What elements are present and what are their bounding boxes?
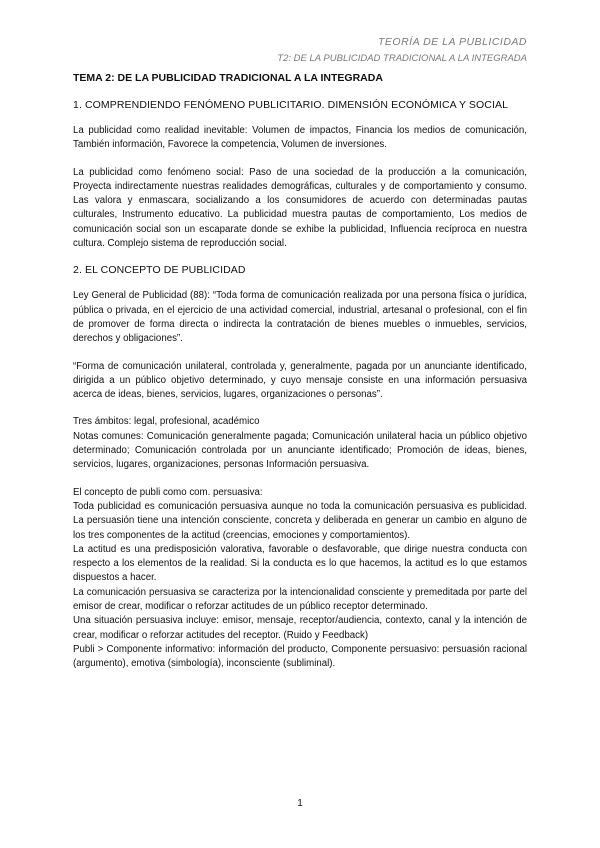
paragraph: Publi > Componente informativo: información del producto, Componente persuasivo: persuasión racional (argumento), emotiva (simbología), inconsciente (subliminal). (73, 643, 527, 670)
section-heading-1: 1. COMPRENDIENDO FENÓMENO PUBLICITARIO. DIMENSIÓN ECONÓMICA Y SOCIAL (73, 99, 509, 111)
running-header-title: TEORÍA DE LA PUBLICIDAD (377, 36, 527, 48)
page-number: 1 (297, 798, 303, 809)
running-header-subtitle: T2: DE LA PUBLICIDAD TRADICIONAL A LA INTEGRADA (277, 53, 527, 64)
paragraph: “Forma de comunicación unilateral, controlada y, generalmente, pagada por un anunciante identificado, dirigida a un público objetivo determinado, y cuyo mensaje consiste en una información persuasiva acerca de ideas, bienes, servicios, lugares, organizaciones o personas”. (73, 360, 527, 401)
paragraph-ambitos: Tres ámbitos: legal, profesional, académico (73, 416, 260, 428)
page-title: TEMA 2: DE LA PUBLICIDAD TRADICIONAL A LA INTEGRADA (73, 72, 383, 84)
paragraph: Ley General de Publicidad (88): “Toda forma de comunicación realizada por una persona física o jurídica, pública o privada, en el ejercicio de una actividad comercial, industrial, artesanal o profesional, con el fin de promover de forma directa o indirecta la contratación de bienes muebles o inmuebles, servicios, derechos y obligaciones”. (73, 290, 527, 345)
paragraph: La actitud es una predisposición valorativa, favorable o desfavorable, que dirige nuestra conducta con respecto a los elementos de la realidad. Si la conducta es lo que hacemos, la actitud es lo que estamos dispuestos a hacer. (73, 543, 527, 584)
paragraph: Toda publicidad es comunicación persuasiva aunque no toda la comunicación persuasiva es publicidad. La persuasión tiene una intención consciente, concreta y deliberada en generar un cambio en alguno de los tres componentes de la actitud (creencias, emociones y comportamientos). (73, 500, 527, 541)
paragraph-notas: Notas comunes: Comunicación generalmente pagada; Comunicación unilateral hacia un público objetivo determinado; Comunicación controlada por un anunciante identificado; Promoción de ideas, bienes, servicios, lugares, organizaciones, personas Información persuasiva. (73, 430, 527, 471)
paragraph: Una situación persuasiva incluye: emisor, mensaje, receptor/audiencia, contexto, canal y la intención de crear, modificar o reforzar actitudes del receptor. (Ruido y Feedback) (73, 615, 527, 641)
paragraph-persuasiva-heading: El concepto de publi como com. persuasiva: (73, 486, 263, 498)
paragraph: La comunicación persuasiva se caracteriza por la intencionalidad consciente y premeditada por parte del emisor de crear, modificar o reforzar actitudes de un público receptor determinado. (73, 586, 527, 613)
section-heading-2: 2. EL CONCEPTO DE PUBLICIDAD (73, 264, 246, 277)
paragraph: La publicidad como realidad inevitable: Volumen de impactos, Financia los medios de comunicación, También información, Favorece la competencia, Volumen de inversiones. (73, 125, 527, 151)
paragraph: La publicidad como fenómeno social: Paso de una sociedad de la producción a la comunicación, Proyecta indirectamente nuestras realidades demográficas, culturales y de comportamiento y consumo. Las valora y enmascara, socializando a los consumidores de acuerdo con determinadas pautas culturales, Instrumento educativo. La publicidad muestra pautas de comportamiento, Los medios de comunicación social son un escaparate donde se exhibe la publicidad, Influencia recíproca en nuestra cultura. Complejo sistema de reproducción social. (73, 166, 527, 250)
document-body (73, 72, 527, 672)
